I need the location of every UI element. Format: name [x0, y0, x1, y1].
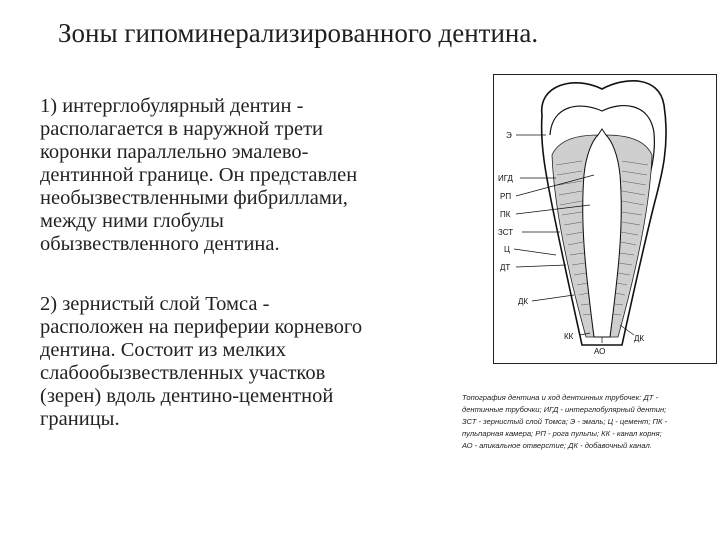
label-dentinal-tubules: ДТ — [500, 263, 511, 272]
label-accessory-canal-right: ДК — [634, 334, 645, 343]
tooth-illustration — [494, 75, 715, 362]
paragraph-toms-layer — [40, 293, 460, 431]
label-pulp-horns: РП — [500, 192, 512, 201]
text-line: дентинной границе. Он представлен — [40, 164, 358, 186]
text-line: располагается в наружной трети — [40, 118, 323, 140]
paragraph-interglobular — [40, 95, 460, 256]
text-line: между ними глобулы — [40, 210, 224, 232]
text-line: дентина. Состоит из мелких — [40, 339, 286, 361]
tooth-diagram — [493, 74, 717, 364]
figure-caption — [462, 392, 720, 452]
text-line: границы. — [40, 408, 120, 430]
text-line: (зерен) вдоль дентино-цементной — [40, 385, 334, 407]
label-accessory-canal-left: ДК — [518, 297, 529, 306]
label-cement: Ц — [504, 245, 510, 254]
label-apical-foramen: АО — [594, 347, 606, 356]
text-line: обызвествленного дентина. — [40, 233, 280, 255]
text-line: 1) интерглобулярный дентин - — [40, 95, 304, 117]
caption-line: АО - апикальное отверстие; ДК - добавочный канал. — [462, 441, 652, 450]
caption-line: пульпарная камера; РП - рога пульпы; КК - канал корня; — [462, 429, 662, 438]
label-pulp-chamber: ПК — [500, 210, 511, 219]
text-line: необызвествленными фибриллами, — [40, 187, 348, 209]
caption-line: дентинные трубочки; ИГД - интерглобулярный дентин; — [462, 405, 667, 414]
slide-title: Зоны гипоминерализированного дентина. — [58, 18, 539, 48]
text-line: 2) зернистый слой Томса - — [40, 293, 270, 315]
text-line: расположен на периферии корневого — [40, 316, 363, 338]
label-toms-layer: ЗСТ — [498, 228, 514, 237]
label-enamel: Э — [506, 131, 512, 140]
text-line: слабообызвествленных участков — [40, 362, 326, 384]
text-line: коронки параллельно эмалево- — [40, 141, 309, 163]
label-interglobular: ИГД — [498, 174, 513, 183]
caption-line: ЗСТ - зернистый слой Томса; Э - эмаль; Ц - цемент; ПК - — [462, 417, 668, 426]
caption-line: Топография дентина и ход дентинных трубочек: ДТ - — [462, 393, 659, 402]
label-root-canal: КК — [564, 332, 574, 341]
